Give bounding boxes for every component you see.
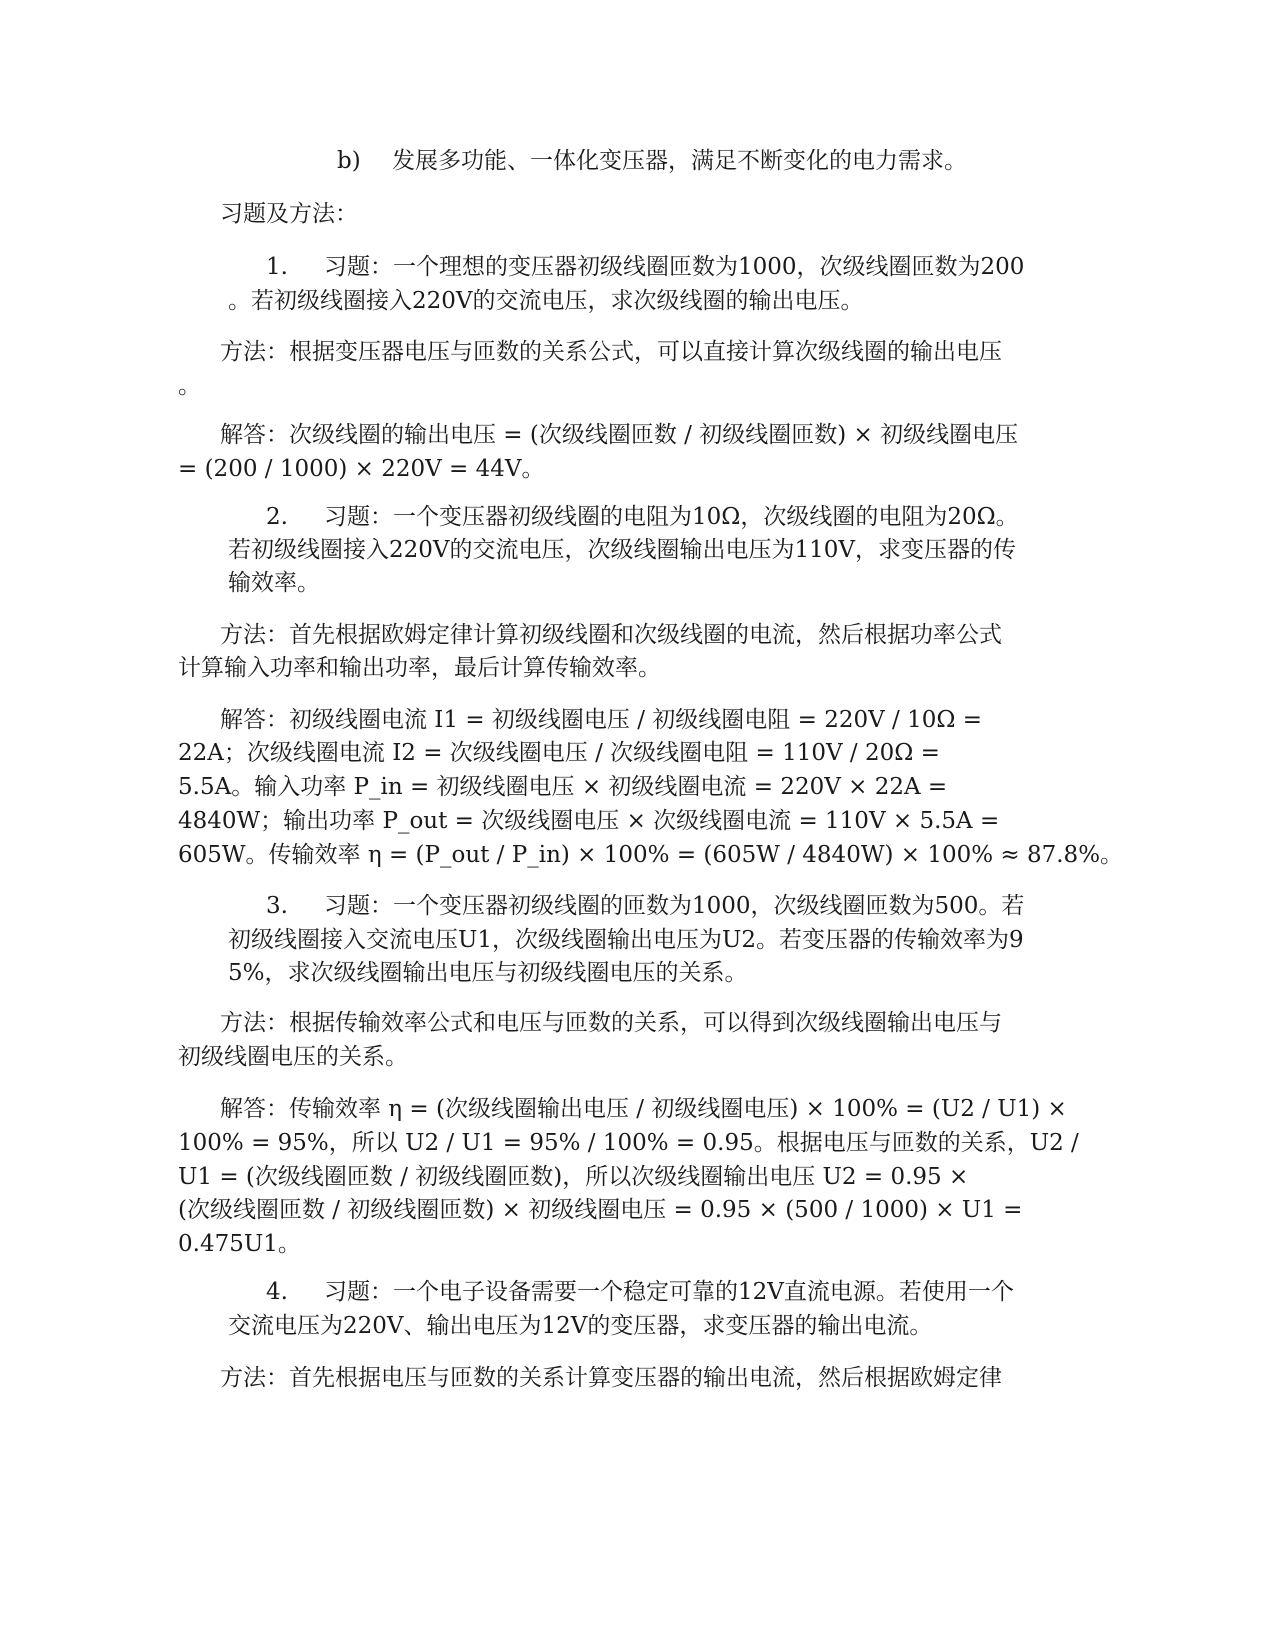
problem-question-line: 输效率。	[228, 570, 320, 596]
problem-method-line: 方法：首先根据电压与匝数的关系计算变压器的输出电流，然后根据欧姆定律	[220, 1365, 1002, 1391]
problem-answer-line: 22A；次级线圈电流 I2 = 次级线圈电压 / 次级线圈电阻 = 110V / 20Ω =	[178, 740, 940, 766]
problem-answer-line: 605W。传输效率 η = (P_out / P_in) × 100% = (605W / 4840W) × 100% ≈ 87.8%。	[178, 842, 1124, 868]
problem-method-line: 方法：根据传输效率公式和电压与匝数的关系，可以得到次级线圈输出电压与	[220, 1010, 1002, 1036]
problem-answer-line: (次级线圈匝数 / 初级线圈匝数) × 初级线圈电压 = 0.95 × (500 / 1000) × U1 =	[178, 1197, 1023, 1223]
problem-answer-line: 解答：初级线圈电流 I1 = 初级线圈电压 / 初级线圈电阻 = 220V / 10Ω =	[220, 707, 982, 733]
problem-question-line: 习题：一个理想的变压器初级线圈匝数为1000，次级线圈匝数为200	[324, 254, 1025, 280]
problem-method-line: 方法：首先根据欧姆定律计算初级线圈和次级线圈的电流，然后根据功率公式	[220, 622, 1002, 648]
problem-answer-line: 4840W；输出功率 P_out = 次级线圈电压 × 次级线圈电流 = 110V × 5.5A =	[178, 808, 1000, 834]
sub-item-marker: b)	[337, 148, 361, 174]
problem-number: 4.	[266, 1279, 288, 1305]
problem-question-line: 习题：一个变压器初级线圈的电阻为10Ω，次级线圈的电阻为20Ω。	[324, 504, 1019, 530]
problem-number: 1.	[266, 254, 288, 280]
section-heading: 习题及方法：	[220, 201, 358, 227]
problem-answer-line: 解答：传输效率 η = (次级线圈输出电压 / 初级线圈电压) × 100% = (U2 / U1) ×	[220, 1096, 1067, 1122]
problem-question-line: 习题：一个电子设备需要一个稳定可靠的12V直流电源。若使用一个	[324, 1279, 1014, 1305]
problem-method-line: 计算输入功率和输出功率，最后计算传输效率。	[178, 655, 661, 681]
problem-answer-line: 0.475U1。	[178, 1231, 301, 1257]
problem-answer-line: 5.5A。输入功率 P_in = 初级线圈电压 × 初级线圈电流 = 220V × 22A =	[178, 774, 948, 800]
problem-question-line: 。若初级线圈接入220V的交流电压，求次级线圈的输出电压。	[228, 288, 864, 314]
problem-answer-line: U1 = (次级线圈匝数 / 初级线圈匝数)，所以次级线圈输出电压 U2 = 0.95 ×	[178, 1164, 969, 1190]
problem-method-line: 。	[178, 373, 201, 399]
problem-number: 2.	[266, 504, 288, 530]
problem-answer-line: 100% = 95%，所以 U2 / U1 = 95% / 100% = 0.95。根据电压与匝数的关系，U2 /	[178, 1130, 1079, 1156]
problem-answer-line: = (200 / 1000) × 220V = 44V。	[178, 456, 545, 482]
sub-item-text: 发展多功能、一体化变压器，满足不断变化的电力需求。	[392, 148, 967, 174]
problem-question-line: 交流电压为220V、输出电压为12V的变压器，求变压器的输出电流。	[228, 1313, 933, 1339]
problem-method-line: 初级线圈电压的关系。	[178, 1044, 408, 1070]
problem-number: 3.	[266, 893, 288, 919]
problem-answer-line: 解答：次级线圈的输出电压 = (次级线圈匝数 / 初级线圈匝数) × 初级线圈电压	[220, 422, 1019, 448]
problem-method-line: 方法：根据变压器电压与匝数的关系公式，可以直接计算次级线圈的输出电压	[220, 339, 1002, 365]
problem-question-line: 初级线圈接入交流电压U1，次级线圈输出电压为U2。若变压器的传输效率为9	[228, 927, 1024, 953]
problem-question-line: 若初级线圈接入220V的交流电压，次级线圈输出电压为110V，求变压器的传	[228, 537, 1017, 563]
problem-question-line: 5%，求次级线圈输出电压与初级线圈电压的关系。	[228, 960, 748, 986]
problem-question-line: 习题：一个变压器初级线圈的匝数为1000，次级线圈匝数为500。若	[324, 893, 1025, 919]
